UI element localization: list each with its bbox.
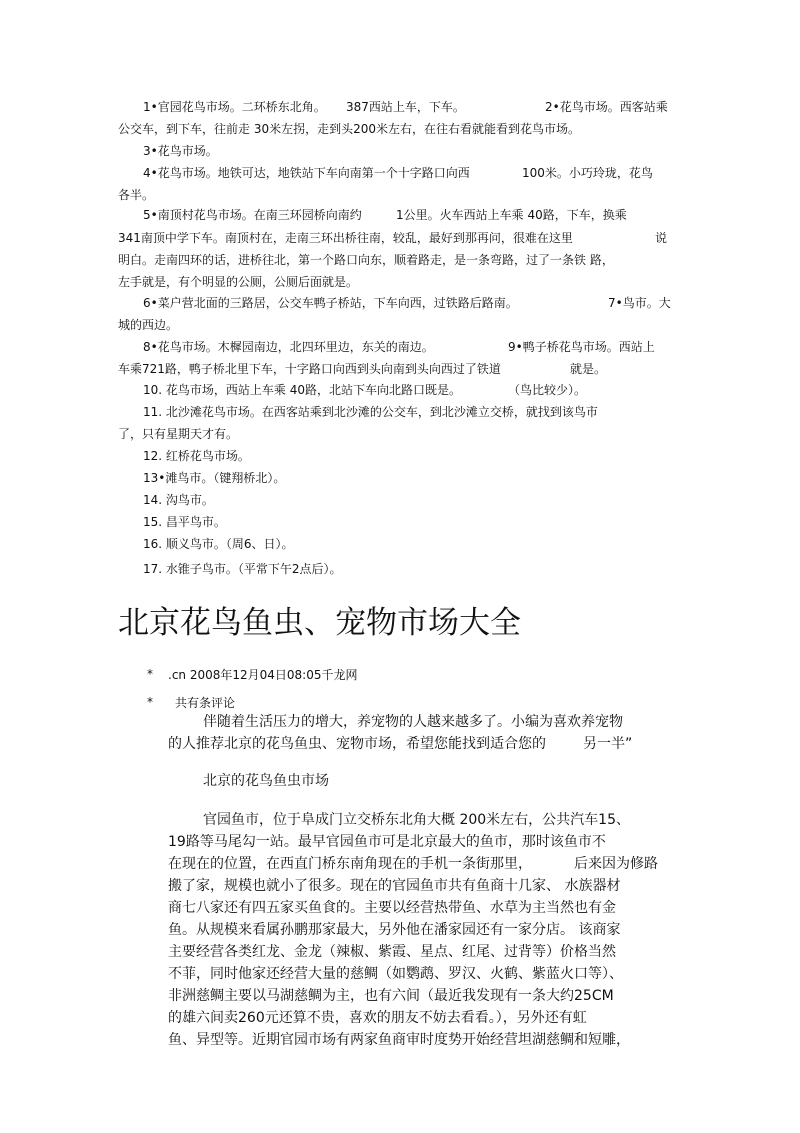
list-line-9: 左手就是，有个明显的公厕，公厕后面就是。 <box>118 275 359 289</box>
list-line-5: 各半。 <box>118 188 155 202</box>
list-line-7a: 341南顶中学下车。南顶村在，走南三环出桥往南，较乱，最好到那再问，很难在这里 <box>118 231 573 245</box>
list-line-1b: 387西站上车，下车。 <box>346 100 465 114</box>
body-line-5: 商七八家还有四五家买鱼食的。主要以经营热带鱼、水草为主当然也有金 <box>168 900 616 916</box>
list-line-6b: 1公里。火车西站上车乘 40路，下车，换乘 <box>396 208 627 222</box>
body-line-9: 非洲慈鲷主要以马湖慈鲷为主，也有六间（最近我发现有一条大约25CM <box>168 988 614 1004</box>
list-line-11: 城的西边。 <box>118 318 179 332</box>
meta-source: .cn 2008年12月04日08:05千龙网 <box>168 668 358 682</box>
list-line-7b: 说 <box>655 231 668 245</box>
list-line-15: 11. 北沙滩花鸟市场。在西客站乘到北沙滩的公交车，到北沙滩立交桥，就找到该鸟市 <box>143 405 598 419</box>
list-line-10a: 6•菜户营北面的三路居，公交车鸭子桥站，下车向西，过铁路后路南。 <box>143 296 518 310</box>
list-line-2: 公交车，到下车，往前走 30米左拐，走到头200米左右，在往右看就能看到花鸟市场。 <box>118 122 580 136</box>
intro-line-2b: 另一半” <box>583 736 633 752</box>
list-line-18: 13•滩鸟市。（键翔桥北）。 <box>143 471 286 485</box>
list-line-17: 12. 红桥花鸟市场。 <box>143 449 250 463</box>
list-line-21: 16. 顺义鸟市。（周6、日）。 <box>143 537 294 551</box>
body-line-4: 搬了家，规模也就小了很多。现在的官园鱼市共有鱼商十几家、 水族器材 <box>168 878 621 894</box>
body-line-8: 不菲，同时他家还经营大量的慈鲷（如鹦鹉、罗汉、火鹤、紫蓝火口等）、 <box>168 966 623 982</box>
list-line-10b: 7•鸟市。大 <box>608 296 671 310</box>
list-line-4b: 100米。小巧玲珑，花鸟 <box>522 166 653 180</box>
bullet-marker: * <box>147 667 153 681</box>
body-line-1: 官园鱼市，位于阜成门立交桥东北角大概 200米左右，公共汽车15、 <box>203 812 630 828</box>
body-line-10: 的雄六间卖260元还算不贵，喜欢的朋友不妨去看看。），另外还有虹 <box>168 1010 587 1026</box>
list-line-16: 了，只有星期天才有。 <box>118 427 239 441</box>
list-line-1a: 1•官园花鸟市场。二环桥东北角。 <box>143 100 326 114</box>
body-line-7: 主要经营各类红龙、金龙（辣椒、紫霞、星点、红尾、过背等）价格当然 <box>168 944 616 960</box>
list-line-13a: 车乘721路，鸭子桥北里下车，十字路口向西到头向南到头向西过了铁道 <box>118 362 501 376</box>
list-line-19: 14. 沟鸟市。 <box>143 493 214 507</box>
list-line-12b: 9•鸭子桥花鸟市场。西站上 <box>508 340 655 354</box>
page-title: 北京花鸟鱼虫、宠物市场大全 <box>118 605 521 641</box>
bullet-marker: * <box>147 695 153 709</box>
list-line-13b: 就是。 <box>570 362 607 376</box>
list-line-8: 明白。走南四环的话，进桥往北，第一个路口向东，顺着路走，是一条弯路，过了一条铁 路， <box>118 253 614 267</box>
list-line-14a: 10. 花鸟市场，西站上车乘 40路，北站下车向北路口既是。 <box>143 383 461 397</box>
section-heading: 北京的花鸟鱼虫市场 <box>203 773 329 789</box>
intro-line-1: 伴随着生活压力的增大，养宠物的人越来越多了。小编为喜欢养宠物 <box>203 714 623 730</box>
list-line-12a: 8•花鸟市场。木樨园南边，北四环里边，东关的南边。 <box>143 340 434 354</box>
body-line-3a: 在现在的位置，在西直门桥东南角现在的手机一条街那里， <box>168 856 532 872</box>
body-line-2: 19路等马尾勾一站。最早官园鱼市可是北京最大的鱼市，那时该鱼市不 <box>168 834 606 850</box>
body-line-11: 鱼、异型等。近期官园市场有两家鱼商审时度势开始经营坦湖慈鲷和短雕， <box>168 1032 630 1048</box>
meta-comments: 共有条评论 <box>175 696 236 710</box>
list-line-22: 17. 水锥子鸟市。（平常下午2点后）。 <box>143 562 342 576</box>
body-line-3b: 后来因为修路 <box>574 856 658 872</box>
list-line-6a: 5•南顶村花鸟市场。在南三环园桥向南约 <box>143 208 362 222</box>
body-line-6: 鱼。从规模来看属孙鹏那家最大，另外他在潘家园还有一家分店。 该商家 <box>168 922 621 938</box>
list-line-20: 15. 昌平鸟市。 <box>143 515 226 529</box>
intro-line-2a: 的人推荐北京的花鸟鱼虫、宠物市场，希望您能找到适合您的 <box>168 736 546 752</box>
list-line-3: 3•花鸟市场。 <box>143 144 218 158</box>
list-line-1c: 2•花鸟市场。西客站乘 <box>545 100 668 114</box>
list-line-4a: 4•花鸟市场。地铁可达，地铁站下车向南第一个十字路口向西 <box>143 166 470 180</box>
list-line-14b: （鸟比较少）。 <box>508 383 587 397</box>
